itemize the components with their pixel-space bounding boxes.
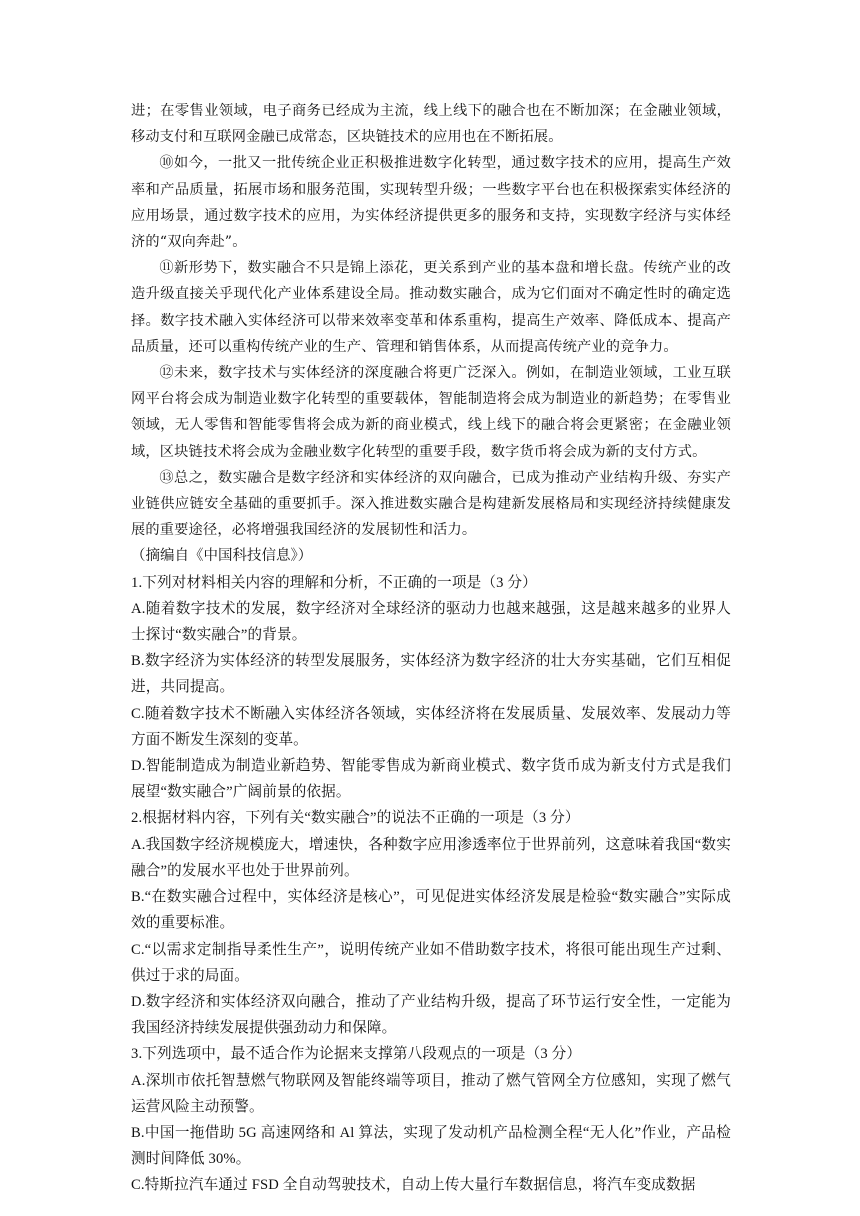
article-body [131, 98, 731, 543]
question-2-option-c: C.“以需求定制指导柔性生产”，说明传统产业如不借助数字技术，将很可能出现生产过剩、供过于求的局面。 [131, 941, 731, 984]
question-1-option-d: D.智能制造成为制造业新趋势、智能零售成为新商业模式、数字货币成为新支付方式是我们展望“数实融合”广阔前景的依据。 [131, 758, 731, 801]
paragraph-11: ⑪新形势下，数实融合不只是锦上添花，更关系到产业的基本盘和增长盘。传统产业的改造升级直接关乎现代化产业体系建设全局。推动数实融合，成为它们面对不确定性时的确定选择。数字技术融入实体经济可以带来效率变革和体系重构，提高生产效率、降低成本、提高产品质量，还可以重构传统产业的生产、管理和销售体系，从而提高传统产业的竞争力。 [131, 260, 731, 355]
source-citation: （摘编自《中国科技信息》） [131, 548, 313, 565]
question-1 [131, 570, 731, 806]
question-3-option-b: B.中国一拖借助 5G 高速网络和 Al 算法，实现了发动机产品检测全程“无人化”作业，产品检测时间降低 30%。 [131, 1124, 731, 1168]
paragraph-12: ⑫未来，数字技术与实体经济的深度融合将更广泛深入。例如，在制造业领域，工业互联网平台将会成为制造业数字化转型的重要载体，智能制造将会成为制造业的新趋势；在零售业领域，无人零售和智能零售将会成为新的商业模式，线上线下的融合将会更紧密；在金融业领域，区块链技术将会成为金融业数字化转型的重要手段，数字货币将会成为新的支付方式。 [131, 365, 731, 460]
paragraph-10: ⑩如今，一批又一批传统企业正积极推进数字化转型，通过数字技术的应用，提高生产效率和产品质量，拓展市场和服务范围，实现转型升级；一些数字平台也在积极探索实体经济的应用场景，通过数字技术的应用，为实体经济提供更多的服务和支持，实现数字经济与实体经济的“双向奔赴”。 [131, 155, 731, 251]
question-3-option-c: C.特斯拉汽车通过 FSD 全自动驾驶技术，自动上传大量行车数据信息，将汽车变成数据 [131, 1177, 696, 1194]
questions-section [131, 570, 731, 1199]
paragraph-13: ⑬总之，数实融合是数字经济和实体经济的双向融合，已成为推动产业结构升级、夯实产业链供应链安全基础的重要抓手。深入推进数实融合是构建新发展格局和实现经济持续健康发展的重要途径，必将增强我国经济的发展韧性和活力。 [131, 469, 731, 539]
question-3-stem: 3.下列选项中，最不适合作为论据来支撑第八段观点的一项是（3 分） [131, 1046, 582, 1063]
page-content [131, 98, 731, 1199]
question-1-option-a: A.随着数字技术的发展，数字经济对全球经济的驱动力也越来越强，这是越来越多的业界人士探讨“数实融合”的背景。 [131, 600, 731, 644]
question-1-option-b: B.数字经济为实体经济的转型发展服务，实体经济为数字经济的壮大夯实基础，它们互相促进，共同提高。 [131, 653, 731, 696]
question-2-stem: 2.根据材料内容，下列有关“数实融合”的说法不正确的一项是（3 分） [131, 810, 580, 827]
question-3 [131, 1041, 731, 1198]
question-1-option-c: C.随着数字技术不断融入实体经济各领域，实体经济将在发展质量、发展效率、发展动力等方面不断发生深刻的变革。 [131, 705, 731, 748]
question-2-option-b: B.“在数实融合过程中，实体经济是核心”，可见促进实体经济发展是检验“数实融合”实际成效的重要标准。 [131, 889, 731, 932]
question-2 [131, 805, 731, 1041]
question-2-option-d: D.数字经济和实体经济双向融合，推动了产业结构升级，提高了环节运行安全性，一定能为我国经济持续发展提供强劲动力和保障。 [131, 993, 731, 1037]
question-1-stem: 1.下列对材料相关内容的理解和分析，不正确的一项是（3 分） [131, 574, 537, 591]
question-3-option-a: A.深圳市依托智慧燃气物联网及智能终端等项目，推动了燃气管网全方位感知，实现了燃气运营风险主动预警。 [131, 1072, 731, 1115]
question-2-option-a: A.我国数字经济规模庞大，增速快，各种数字应用渗透率位于世界前列，这意味着我国“数实融合”的发展水平也处于世界前列。 [131, 836, 731, 879]
paragraph-9-continued: 进；在零售业领域，电子商务已经成为主流，线上线下的融合也在不断加深；在金融业领域，移动支付和互联网金融已成常态，区块链技术的应用也在不断拓展。 [131, 103, 731, 146]
